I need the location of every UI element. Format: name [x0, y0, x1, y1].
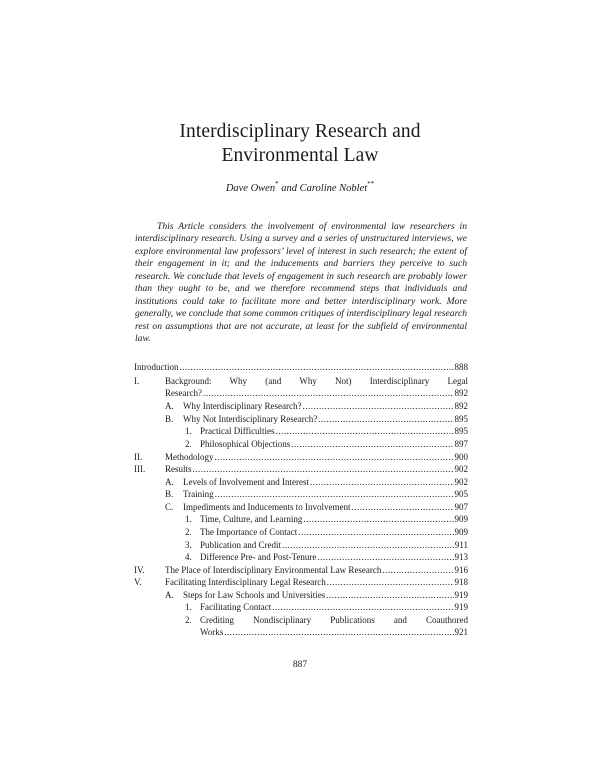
toc-entry — [200, 513, 468, 525]
toc-row — [134, 539, 468, 551]
toc-page: 902 — [454, 477, 468, 487]
toc-number: A. — [165, 401, 174, 411]
abstract: This Article considers the involvement of environmental law researchers in interdisciplinary research. Using a survey and a series of unstructured interviews, we explore environmental law professors’ level of interest in such research; the extent of their engagement in it; and the inducements and barriers they perceive to such research. We conclude that levels of engagement in such research are probably lower than they ought to be, and we therefore recommend steps that individuals and institutions could take to facilitate more and better interdisciplinary work. More generally, we conclude that some common critiques of interdisciplinary legal research rest on assumptions that are not accurate, at least for the subfield of environmental law. — [135, 221, 467, 345]
toc-number: IV. — [134, 565, 145, 575]
toc-label: Difference Pre- and Post-Tenure — [200, 552, 317, 562]
toc-leader — [215, 451, 454, 463]
toc-entry — [200, 539, 468, 551]
toc-label: Why Not Interdisciplinary Research? — [183, 414, 318, 424]
toc-number: B. — [165, 489, 174, 499]
toc-number: B. — [165, 414, 174, 424]
toc-row — [134, 361, 468, 373]
toc-leader — [272, 601, 453, 613]
toc-entry — [165, 451, 468, 463]
toc-leader — [276, 425, 454, 437]
toc-label: Results — [165, 464, 192, 474]
page-number: 887 — [292, 660, 308, 670]
toc-entry — [165, 387, 468, 399]
toc-page: 916 — [454, 565, 468, 575]
toc-row — [134, 576, 468, 588]
toc-row — [134, 526, 468, 538]
toc-row — [134, 488, 468, 500]
toc-row — [134, 476, 468, 488]
author-connector: and — [278, 183, 300, 194]
author-name: Dave Owen — [225, 183, 276, 194]
toc-leader — [282, 539, 454, 551]
toc-entry — [200, 438, 468, 450]
footnote-marker: * — [275, 180, 279, 188]
toc-number: III. — [134, 464, 146, 474]
toc-label: Works — [200, 627, 224, 637]
toc-page: 919 — [454, 590, 468, 600]
toc-page: 897 — [454, 439, 468, 449]
toc-leader — [317, 551, 453, 563]
toc-label: Facilitating Interdisciplinary Legal Research — [165, 577, 326, 587]
footnote-marker: ** — [367, 180, 375, 188]
toc-row — [134, 400, 468, 412]
toc-page: 902 — [454, 464, 468, 474]
toc-leader — [180, 361, 454, 373]
toc-entry — [183, 501, 468, 513]
author-name: Caroline Noblet — [299, 183, 368, 194]
toc-number: 1. — [185, 514, 192, 524]
toc-leader — [298, 526, 453, 538]
toc-label: The Place of Interdisciplinary Environmental Law Research — [165, 565, 382, 575]
toc-label: Background: Why (and Why Not) Interdisciplinary Legal — [165, 376, 468, 386]
toc-leader — [382, 564, 453, 576]
toc-entry — [134, 361, 468, 373]
toc-page: 895 — [454, 426, 468, 436]
toc-label: The Importance of Contact — [200, 527, 298, 537]
toc-label: Impediments and Inducements to Involvement — [183, 502, 351, 512]
toc-page: 892 — [454, 388, 468, 398]
toc-leader — [303, 513, 453, 525]
toc-label: Why Interdisciplinary Research? — [183, 401, 302, 411]
toc-row — [134, 413, 468, 425]
toc-number: 2. — [185, 615, 192, 625]
toc-entry — [200, 425, 468, 437]
toc-number: A. — [165, 590, 174, 600]
toc-row — [134, 564, 468, 576]
toc-leader — [203, 387, 454, 399]
toc-leader — [318, 413, 453, 425]
toc-leader — [193, 463, 454, 475]
toc-entry — [183, 413, 468, 425]
toc-number: 3. — [185, 540, 192, 550]
toc-leader — [327, 576, 454, 588]
toc-entry — [165, 576, 468, 588]
toc-number: 4. — [185, 552, 192, 562]
toc-leader — [302, 400, 453, 412]
toc-row — [134, 513, 468, 525]
toc-page: 918 — [454, 577, 468, 587]
toc-row — [134, 425, 468, 437]
toc-page: 919 — [454, 602, 468, 612]
toc-page: 888 — [454, 362, 468, 372]
toc-leader — [224, 626, 453, 638]
toc-row — [134, 375, 468, 387]
toc-entry — [183, 400, 468, 412]
article-title-line-2: Environmental Law — [221, 145, 379, 166]
toc-page: 907 — [454, 502, 468, 512]
toc-row — [134, 626, 468, 638]
toc-label: Methodology — [165, 452, 214, 462]
toc-label: Time, Culture, and Learning — [200, 514, 303, 524]
toc-page: 913 — [454, 552, 468, 562]
toc-page: 895 — [454, 414, 468, 424]
toc-label: Training — [183, 489, 214, 499]
toc-leader — [215, 488, 454, 500]
toc-row — [134, 551, 468, 563]
toc-label: Facilitating Contact — [200, 602, 272, 612]
toc-entry — [165, 463, 468, 475]
toc-entry — [183, 488, 468, 500]
toc-number: V. — [134, 577, 142, 587]
toc-page: 921 — [454, 627, 468, 637]
toc-label: Research? — [165, 388, 202, 398]
toc-label: Levels of Involvement and Interest — [183, 477, 309, 487]
toc-number: 2. — [185, 439, 192, 449]
toc-row — [134, 589, 468, 601]
toc-number: II. — [134, 452, 143, 462]
toc-page: 911 — [454, 540, 468, 550]
toc-row — [134, 501, 468, 513]
toc-number: 1. — [185, 602, 192, 612]
toc-row — [134, 614, 468, 626]
toc-number: I. — [134, 376, 140, 386]
article-title-line-1: Interdisciplinary Research and — [179, 121, 421, 142]
toc-entry — [200, 551, 468, 563]
toc-leader — [351, 501, 453, 513]
toc-label: Steps for Law Schools and Universities — [183, 590, 326, 600]
toc-page: 900 — [454, 452, 468, 462]
author-line — [0, 180, 600, 194]
toc-entry — [183, 476, 468, 488]
toc-label: Practical Difficulties — [200, 426, 275, 436]
toc-row — [134, 438, 468, 450]
toc-number: C. — [165, 502, 174, 512]
toc-leader — [326, 589, 453, 601]
toc-page: 909 — [454, 514, 468, 524]
toc-row — [134, 451, 468, 463]
toc-number: 1. — [185, 426, 192, 436]
toc-row — [134, 387, 468, 399]
toc-page: 905 — [454, 489, 468, 499]
toc-row — [134, 601, 468, 613]
toc-leader — [291, 438, 453, 450]
toc-label: Philosophical Objections — [200, 439, 291, 449]
toc-entry — [183, 589, 468, 601]
toc-label: Crediting Nondisciplinary Publications and Coauthored — [200, 615, 468, 625]
toc-page: 892 — [454, 401, 468, 411]
toc-leader — [310, 476, 454, 488]
toc-entry — [165, 564, 468, 576]
toc-row — [134, 463, 468, 475]
toc-number: A. — [165, 477, 174, 487]
toc-page: 909 — [454, 527, 468, 537]
toc-entry — [200, 526, 468, 538]
toc-label: Introduction — [134, 362, 179, 372]
toc-label: Publication and Credit — [200, 540, 281, 550]
toc-entry — [200, 601, 468, 613]
toc-entry — [200, 626, 468, 638]
toc-number: 2. — [185, 527, 192, 537]
